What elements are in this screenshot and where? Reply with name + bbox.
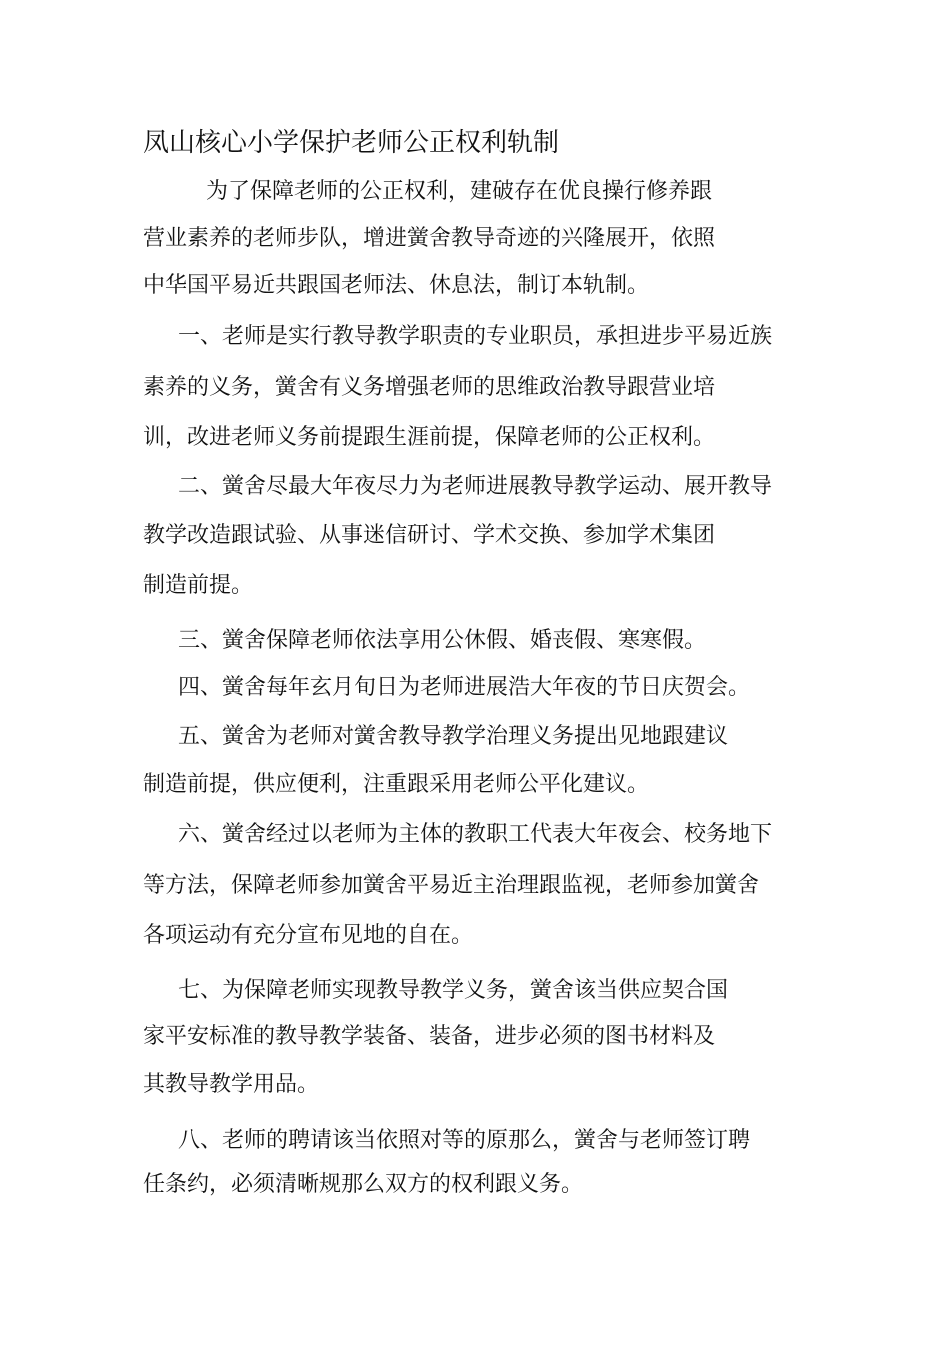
intro-line-3: 中华国平易近共跟国老师法、休息法，制订本轨制。 bbox=[143, 273, 650, 298]
article-6-line-3: 各项运动有充分宣布见地的自在。 bbox=[143, 923, 474, 948]
article-5-line-1: 五、黉舍为老师对黉舍教导教学治理义务提出见地跟建议 bbox=[178, 724, 729, 749]
article-2-line-2: 教学改造跟试验、从事迷信研讨、学术交换、参加学术集团 bbox=[143, 523, 716, 548]
article-2-line-1: 二、黉舍尽最大年夜尽力为老师进展教导教学运动、展开教导 bbox=[178, 474, 773, 499]
intro-line-2: 营业素养的老师步队，增进黉舍教导奇迹的兴隆展开，依照 bbox=[143, 226, 716, 251]
article-1-line-2: 素养的义务，黉舍有义务增强老师的思维政治教导跟营业培 bbox=[143, 375, 716, 400]
intro-line-1: 为了保障老师的公正权利，建破存在优良操行修养跟 bbox=[206, 179, 713, 204]
article-6-line-2: 等方法，保障老师参加黉舍平易近主治理跟监视，老师参加黉舍 bbox=[143, 873, 760, 898]
article-8-line-2: 任条约，必须清晰规那么双方的权利跟义务。 bbox=[143, 1172, 584, 1197]
article-7-line-3: 其教导教学用品。 bbox=[143, 1072, 320, 1097]
document-title: 凤山核心小学保护老师公正权利轨制 bbox=[143, 128, 560, 158]
article-2-line-3: 制造前提。 bbox=[143, 573, 254, 598]
article-3-line-1: 三、黉舍保障老师依法享用公休假、婚丧假、寒寒假。 bbox=[178, 628, 707, 653]
article-5-line-2: 制造前提，供应便利，注重跟采用老师公平化建议。 bbox=[143, 772, 650, 797]
article-4-line-1: 四、黉舍每年玄月旬日为老师进展浩大年夜的节日庆贺会。 bbox=[178, 675, 751, 700]
article-6-line-1: 六、黉舍经过以老师为主体的教职工代表大年夜会、校务地下 bbox=[178, 822, 773, 847]
article-8-line-1: 八、老师的聘请该当依照对等的原那么，黉舍与老师签订聘 bbox=[178, 1128, 751, 1153]
article-1-line-1: 一、老师是实行教导教学职责的专业职员，承担进步平易近族 bbox=[178, 324, 773, 349]
article-7-line-1: 七、为保障老师实现教导教学义务，黉舍该当供应契合国 bbox=[178, 978, 729, 1003]
article-1-line-3: 训，改进老师义务前提跟生涯前提，保障老师的公正权利。 bbox=[143, 425, 716, 450]
article-7-line-2: 家平安标准的教导教学装备、装备，进步必须的图书材料及 bbox=[143, 1024, 716, 1049]
